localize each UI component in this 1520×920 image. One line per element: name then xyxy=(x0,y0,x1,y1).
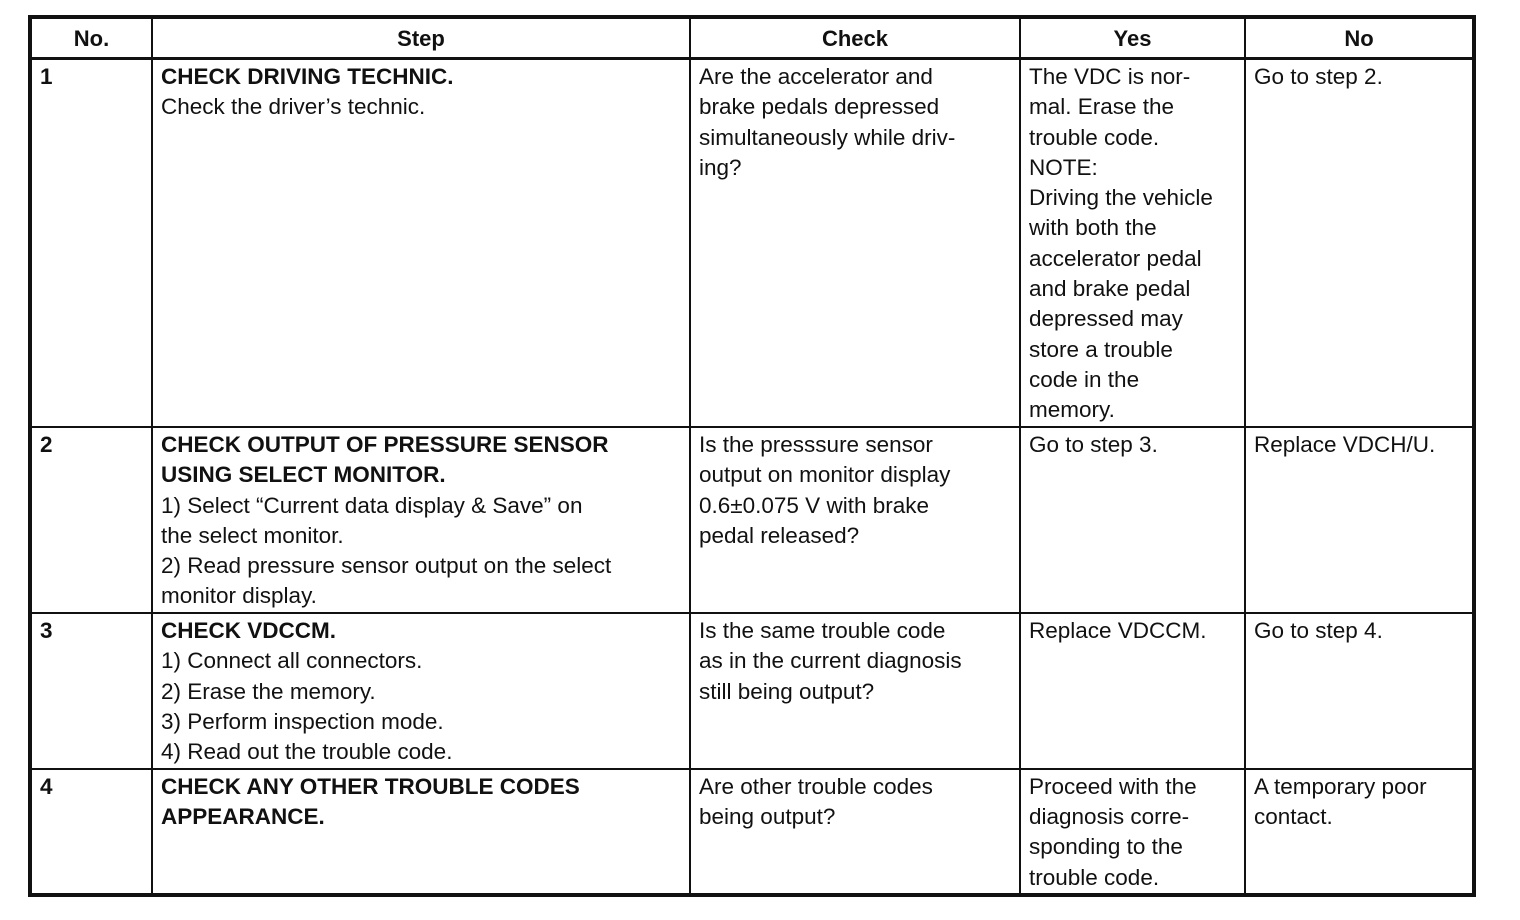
table-row xyxy=(30,427,1474,613)
no-result-cell xyxy=(1245,769,1474,895)
step-cell xyxy=(152,59,690,427)
step-number-cell: 1 xyxy=(30,59,152,427)
check-cell xyxy=(690,59,1020,427)
step-cell xyxy=(152,427,690,613)
step-title: CHECK ANY OTHER TROUBLE CODES APPEARANCE. xyxy=(161,773,580,829)
step-instruction: 1) Connect all connectors. xyxy=(161,648,423,674)
check-text: brake pedals depressed xyxy=(699,94,940,120)
table-header-row xyxy=(30,17,1474,59)
step-number-cell: 4 xyxy=(30,769,152,895)
step-instruction: 4) Read out the trouble code. xyxy=(161,739,453,765)
step-number-cell: 2 xyxy=(30,427,152,613)
check-text: Are other trouble codes xyxy=(699,773,933,799)
header-check: Check xyxy=(690,17,1020,59)
check-cell xyxy=(690,427,1020,613)
yes-result-text: Driving the vehicle xyxy=(1029,185,1213,211)
check-text: as in the current diagnosis xyxy=(699,648,962,674)
yes-result-text: with both the xyxy=(1029,215,1157,241)
check-text: Are the accelerator and xyxy=(699,64,933,89)
step-instruction: monitor display. xyxy=(161,583,317,609)
yes-result-text: accelerator pedal xyxy=(1029,245,1202,271)
header-no: No. xyxy=(30,17,152,59)
check-text: Is the same trouble code xyxy=(699,617,946,643)
no-result-text: Go to step 4. xyxy=(1254,617,1383,643)
check-text: output on monitor display xyxy=(699,462,951,488)
no-result-text: contact. xyxy=(1254,803,1333,829)
yes-result-cell xyxy=(1020,769,1245,895)
yes-result-text: Go to step 3. xyxy=(1029,431,1158,457)
header-step: Step xyxy=(152,17,690,59)
no-result-cell xyxy=(1245,613,1474,769)
step-title: CHECK OUTPUT OF PRESSURE SENSOR USING SELECT MONITOR. xyxy=(161,431,609,488)
check-text: being output? xyxy=(699,803,836,829)
yes-result-text: The VDC is nor- xyxy=(1029,64,1191,89)
yes-result-text: mal. Erase the xyxy=(1029,94,1175,120)
yes-result-text: trouble code. xyxy=(1029,864,1160,890)
step-title: CHECK VDCCM. xyxy=(161,617,337,643)
header-yes: Yes xyxy=(1020,17,1245,59)
check-cell xyxy=(690,613,1020,769)
check-text: simultaneously while driv- xyxy=(699,124,956,150)
step-title: CHECK DRIVING TECHNIC. xyxy=(161,64,454,89)
check-text: Is the presssure sensor xyxy=(699,431,933,457)
no-result-text: A temporary poor xyxy=(1254,773,1427,799)
step-number-cell: 3 xyxy=(30,613,152,769)
step-instruction: 1) Select “Current data display & Save” on xyxy=(161,492,583,518)
yes-result-text: trouble code. xyxy=(1029,124,1160,150)
yes-result-text: memory. xyxy=(1029,397,1115,423)
step-cell xyxy=(152,769,690,895)
yes-result-text: diagnosis corre- xyxy=(1029,803,1190,829)
yes-result-text: code in the xyxy=(1029,366,1140,392)
yes-result-text: NOTE: xyxy=(1029,154,1098,180)
yes-result-text: and brake pedal xyxy=(1029,276,1191,302)
yes-result-cell xyxy=(1020,427,1245,613)
check-cell xyxy=(690,769,1020,895)
check-text: pedal released? xyxy=(699,522,860,548)
yes-result-cell xyxy=(1020,59,1245,427)
yes-result-text: depressed may xyxy=(1029,306,1183,332)
no-result-cell xyxy=(1245,59,1474,427)
check-text: still being output? xyxy=(699,678,875,704)
step-instruction: 2) Read pressure sensor output on the select xyxy=(161,553,612,579)
table-row xyxy=(30,613,1474,769)
table-row xyxy=(30,769,1474,895)
check-text: 0.6±0.075 V with brake xyxy=(699,492,929,518)
step-instruction: 2) Erase the memory. xyxy=(161,678,376,704)
no-result-text: Replace VDCH/U. xyxy=(1254,431,1436,457)
header-no-result: No xyxy=(1245,17,1474,59)
step-instruction: 3) Perform inspection mode. xyxy=(161,708,444,734)
table-row xyxy=(30,59,1474,427)
step-cell xyxy=(152,613,690,769)
diagnostic-procedure-table xyxy=(28,15,1476,897)
step-instruction: Check the driver’s technic. xyxy=(161,94,426,120)
yes-result-text: Replace VDCCM. xyxy=(1029,617,1207,643)
check-text: ing? xyxy=(699,154,742,180)
yes-result-text: store a trouble xyxy=(1029,336,1173,362)
no-result-text: Go to step 2. xyxy=(1254,64,1383,89)
yes-result-text: sponding to the xyxy=(1029,834,1183,860)
yes-result-cell xyxy=(1020,613,1245,769)
yes-result-text: Proceed with the xyxy=(1029,773,1197,799)
step-instruction: the select monitor. xyxy=(161,522,344,548)
no-result-cell xyxy=(1245,427,1474,613)
